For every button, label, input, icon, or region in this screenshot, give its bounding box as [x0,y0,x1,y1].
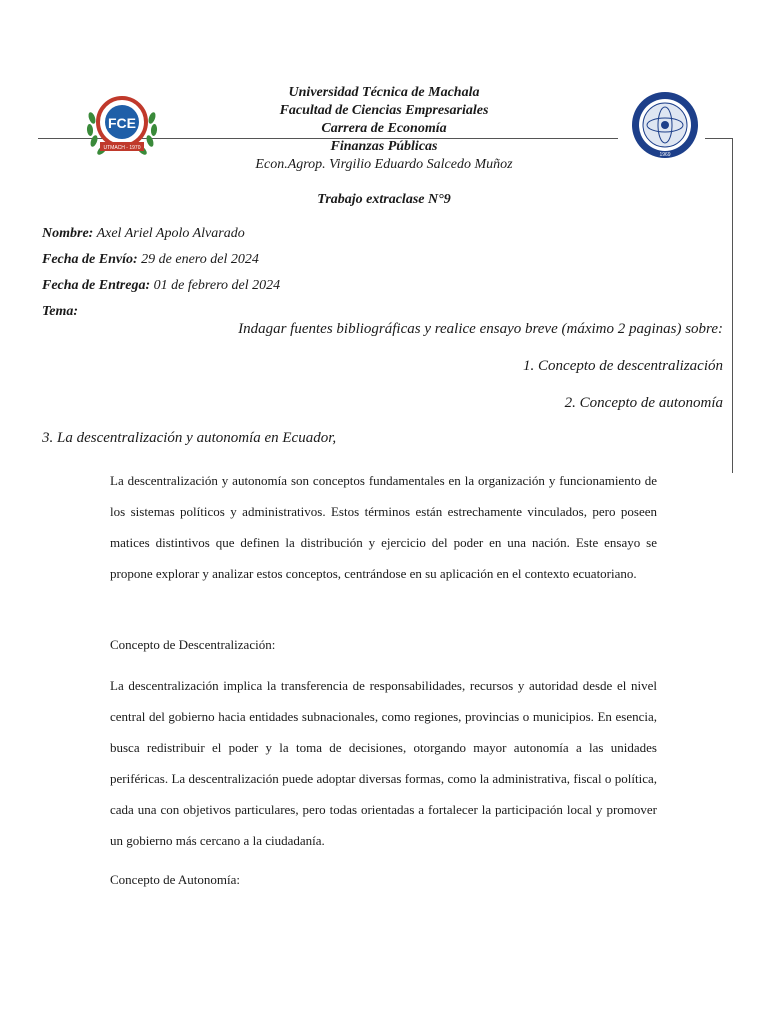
faculty-name: Facultad de Ciencias Empresariales [279,103,489,118]
university-name: Universidad Técnica de Machala [288,85,480,100]
topic-row [42,303,78,321]
sent-date-label: Fecha de Envío: [42,252,138,267]
topic-item-3: 3. La descentralización y autonomía en Ecuador, [42,430,337,446]
due-date-value: 01 de febrero del 2024 [150,278,281,293]
student-name-label: Nombre: [42,226,94,241]
intro-paragraph: La descentralización y autonomía son conceptos fundamentales en la organización y funcionamiento de los sistemas políticos y administrativos. Estos términos están estrechamente vinculados, pero poseen matices distintivos que definen la distribución y ejercicio del poder en una nación. Este ensayo se propone explorar y analizar estos conceptos, centrándose en su aplicación en el contexto ecuatoriano. [110,473,657,581]
due-date-label: Fecha de Entrega: [42,278,151,293]
sent-date-value: 29 de enero del 2024 [137,252,259,267]
heading-autonomia: Concepto de Autonomía: [110,872,240,887]
topic-item-2: 2. Concepto de autonomía [564,395,723,411]
descentralizacion-paragraph: La descentralización implica la transferencia de responsabilidades, recursos y autoridad desde el nivel central del gobierno hacia entidades subnacionales, como regiones, provincias o municipios. En esencia, busca redistribuir el poder y la toma de decisiones, otorgando mayor autonomía a las unidades periféricas. La descentralización puede adoptar diversas formas, como la administrativa, fiscal o política, cada una con objetivos particulares, pero todas orientadas a fortalecer la participación local y promover un gobierno más cercano a la ciudadanía. [110,678,657,848]
fce-logo-ribbon: UTMACH - 1970 [103,145,141,151]
topic-item-1: 1. Concepto de descentralización [523,358,723,374]
page-margin-rule [732,138,733,473]
subject-name: Finanzas Públicas [330,139,438,154]
heading-descentralizacion: Concepto de Descentralización: [110,637,276,652]
student-name-row [42,225,245,243]
utm-logo-year: 1969 [659,152,671,158]
fce-logo-text: FCE [108,115,136,131]
student-name-value: Axel Ariel Apolo Alvarado [93,226,245,241]
career-name: Carrera de Economía [321,121,447,136]
professor-name: Econ.Agrop. Virgilio Eduardo Salcedo Muñoz [255,157,513,172]
topic-label: Tema: [42,304,79,319]
topic-intro: Indagar fuentes bibliográficas y realice ensayo breve (máximo 2 paginas) sobre: [238,321,723,337]
assignment-title: Trabajo extraclase N°9 [317,192,451,207]
due-date-row [42,277,280,295]
sent-date-row [42,251,259,269]
